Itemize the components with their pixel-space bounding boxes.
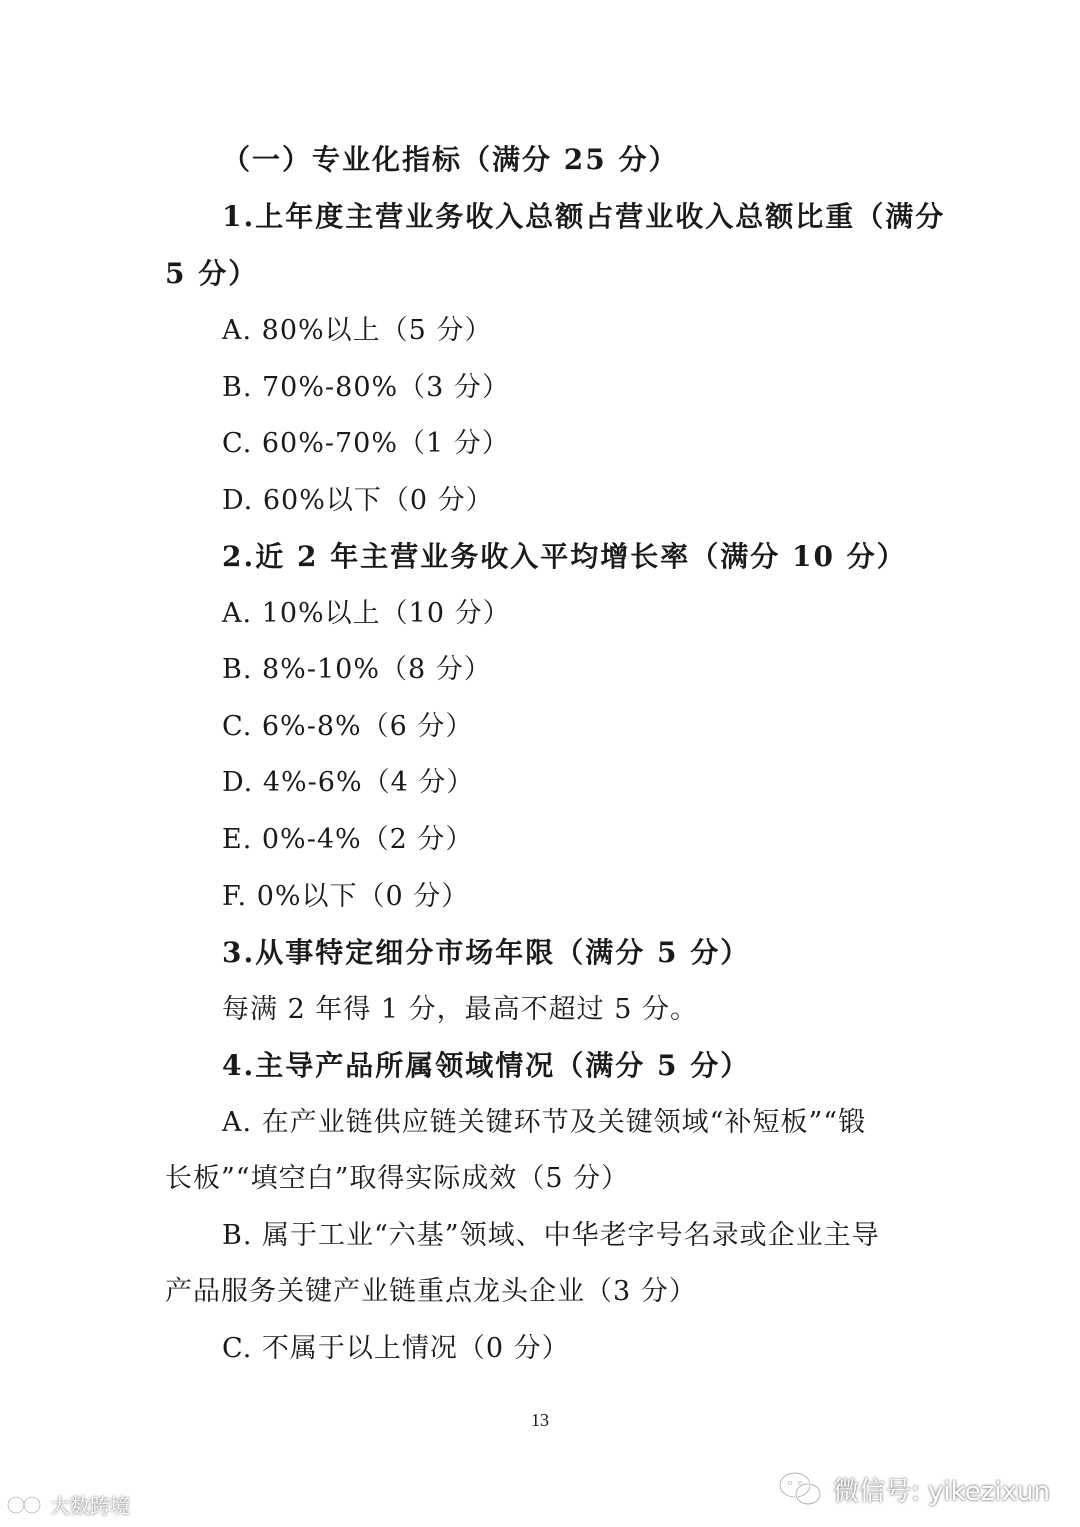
item1-option-c: C. 60%-70%（1 分）	[222, 428, 510, 459]
watermark-left-text: 大数跨境	[50, 1494, 130, 1518]
item3-text: 每满 2 年得 1 分，最高不超过 5 分。	[222, 994, 699, 1025]
watermark-left	[6, 1490, 130, 1519]
item4-option-a-line1: A. 在产业链供应链关键环节及关键领域“补短板”“锻	[222, 1107, 867, 1138]
item2-option-e: E. 0%-4%（2 分）	[222, 824, 474, 855]
item4-option-b-line1: B. 属于工业“六基”领域、中华老字号名录或企业主导	[222, 1220, 880, 1251]
item2-option-a: A. 10%以上（10 分）	[222, 598, 511, 629]
item1-option-d: D. 60%以下（0 分）	[222, 485, 494, 516]
item1-heading-line1: 1.上年度主营业务收入总额占营业收入总额比重（满分	[222, 200, 946, 233]
item1-heading-line2: 5 分）	[165, 257, 259, 290]
item2-option-d: D. 4%-6%（4 分）	[222, 767, 475, 798]
item1-option-b: B. 70%-80%（3 分）	[222, 372, 510, 403]
item2-option-c: C. 6%-8%（6 分）	[222, 711, 474, 742]
item2-option-b: B. 8%-10%（8 分）	[222, 654, 492, 685]
item1-option-a: A. 80%以上（5 分）	[222, 315, 493, 346]
item2-option-f: F. 0%以下（0 分）	[222, 881, 470, 912]
watermark-right-text: 微信号: yikezixun	[833, 1476, 1050, 1507]
item4-heading: 4.主导产品所属领域情况（满分 5 分）	[222, 1049, 751, 1082]
item4-option-b-line2: 产品服务关键产业链重点龙头企业（3 分）	[165, 1276, 697, 1307]
item4-option-c: C. 不属于以上情况（0 分）	[222, 1333, 570, 1364]
item2-heading: 2.近 2 年主营业务收入平均增长率（满分 10 分）	[222, 540, 907, 573]
watermark-right	[777, 1470, 1050, 1508]
item4-option-a-line2: 长板”“填空白”取得实际成效（5 分）	[165, 1163, 630, 1194]
wechat-icon	[777, 1470, 823, 1508]
page-number: 13	[531, 1410, 549, 1430]
item3-heading: 3.从事特定细分市场年限（满分 5 分）	[222, 936, 751, 969]
section-heading: （一）专业化指标（满分 25 分）	[222, 143, 679, 176]
brand-logo-icon	[6, 1494, 44, 1516]
